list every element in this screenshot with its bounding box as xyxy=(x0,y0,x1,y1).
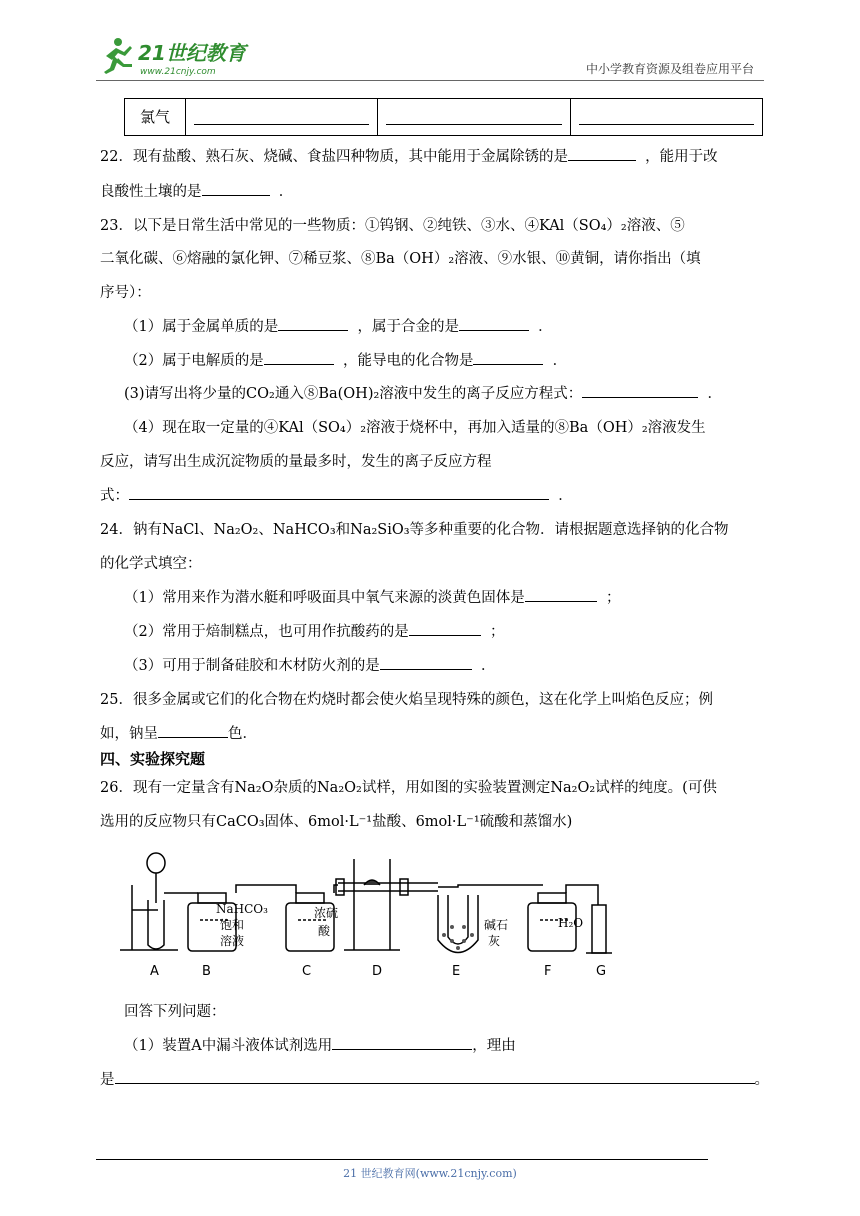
sample-d xyxy=(364,880,380,885)
q23-sub3-text2: ． xyxy=(707,386,723,402)
q26-sub1-line2 xyxy=(100,1068,769,1089)
e-text1: 碱石 xyxy=(484,918,509,932)
q26-sub1-text3: 是 xyxy=(100,1072,115,1088)
q22-text2: ，能用于改 xyxy=(645,149,718,165)
q22-blank1[interactable] xyxy=(568,146,636,161)
q26-sub1-text1: （1）装置A中漏斗液体试剂选用 xyxy=(124,1038,333,1054)
q22-line1 xyxy=(100,145,762,166)
q23-sub1-text1: （1）属于金属单质的是 xyxy=(124,319,279,335)
q23-sub3-text1: (3)请写出将少量的CO₂通入⑧Ba(OH)₂溶液中发生的离子反应方程式： xyxy=(124,386,583,402)
q23-sub4-end: ． xyxy=(558,488,573,504)
q23-sub4: （4）现在取一定量的④KAl（SO₄）₂溶液于烧杯中，再加入适量的⑧Ba（OH）₂溶液发生 xyxy=(124,420,706,436)
q24-sub3 xyxy=(124,654,786,675)
q26-line2: 选用的反应物只有CaCO₃固体、6mol·L⁻¹盐酸、6mol·L⁻¹硫酸和蒸馏水) xyxy=(100,814,573,830)
e-text2: 灰 xyxy=(488,934,501,948)
q22-text1: 22．现有盐酸、熟石灰、烧碱、食盐四种物质，其中能用于金属除锈的是 xyxy=(100,149,568,165)
b-text1: NaHCO₃ xyxy=(216,902,268,916)
q25-line2 xyxy=(100,722,762,743)
q23-sub1-text3: ． xyxy=(538,319,553,335)
q24-sub1-end: ； xyxy=(605,590,621,606)
label-g: G xyxy=(596,964,607,979)
q23-sub1 xyxy=(124,315,786,336)
b-text3: 溶液 xyxy=(220,934,245,948)
q23-blank5[interactable] xyxy=(582,383,698,398)
tube-b-c xyxy=(236,885,296,893)
q24-blank2[interactable] xyxy=(409,621,481,636)
logo-title: 21世纪教育 xyxy=(138,41,246,65)
answer-cell-3[interactable] xyxy=(570,99,762,135)
label-e: E xyxy=(452,964,461,979)
header-divider xyxy=(96,80,764,81)
q23-sub2 xyxy=(124,349,786,370)
c-text2: 酸 xyxy=(318,924,331,938)
q24-line2: 的化学式填空： xyxy=(100,556,202,572)
label-f: F xyxy=(544,964,552,979)
q23-line1: 23．以下是日常生活中常见的一些物质：①钨钢、②纯铁、③水、④KAl（SO₄）₂溶液、⑤ xyxy=(100,218,685,234)
tube-d-e xyxy=(438,885,478,887)
footer-text[interactable]: 21 世纪教育网(www.21cnjy.com) xyxy=(343,1167,517,1180)
q25-line1: 25．很多金属或它们的化合物在灼烧时都会使火焰呈现特殊的颜色，这在化学上叫焰色反应；例 xyxy=(100,692,713,708)
label-a: A xyxy=(150,964,159,979)
logo-url: www.21cnjy.com xyxy=(140,67,216,77)
q23-blank6[interactable] xyxy=(129,485,549,500)
b-text2: 饱和 xyxy=(220,918,245,932)
section-title: 四、实验探究题 xyxy=(100,750,206,768)
q24-sub3-end: ． xyxy=(480,658,496,674)
graduated-cylinder xyxy=(592,905,606,953)
q23-sub4-line2: 反应，请写出生成沉淀物质的量最多时，发生的离子反应方程 xyxy=(100,454,492,470)
q22-blank2[interactable] xyxy=(202,181,270,196)
q22-text4: ． xyxy=(278,184,294,200)
q23-blank1[interactable] xyxy=(278,316,348,331)
q26-sub1 xyxy=(124,1034,786,1055)
q24-blank3[interactable] xyxy=(380,655,472,670)
q26-line1: 26．现有一定量含有Na₂O杂质的Na₂O₂试样，用如图的实验装置测定Na₂O₂试样的纯度。(可供 xyxy=(100,780,717,796)
q23-blank2[interactable] xyxy=(459,316,529,331)
q23-sub1-text2: ，属于合金的是 xyxy=(357,319,459,335)
q23-sub2-text2: ，能导电的化合物是 xyxy=(342,353,474,369)
experiment-apparatus xyxy=(118,845,618,985)
separatory-funnel xyxy=(147,853,165,873)
footer-divider xyxy=(96,1159,708,1160)
platform-label: 中小学教育资源及组卷应用平台 xyxy=(585,62,754,76)
q24-blank1[interactable] xyxy=(525,587,597,602)
test-tube xyxy=(148,900,164,949)
q26-blank1[interactable] xyxy=(332,1035,472,1050)
q23-sub4-line3 xyxy=(100,484,762,505)
q23-line3: 序号）： xyxy=(100,285,151,301)
q24-sub1 xyxy=(124,586,786,607)
q23-sub2-text3: ． xyxy=(552,353,568,369)
f-text: H₂O xyxy=(558,916,584,930)
q24-sub1-text: （1）常用来作为潜水艇和呼吸面具中氧气来源的淡黄色固体是 xyxy=(124,590,525,606)
gas-name-cell: 氯气 xyxy=(139,108,170,126)
q22-text3: 良酸性土壤的是 xyxy=(100,184,202,200)
q26-blank2[interactable] xyxy=(115,1069,755,1084)
label-b: B xyxy=(202,964,211,979)
q23-blank3[interactable] xyxy=(264,350,334,365)
q24-sub2-text: （2）常用于焙制糕点，也可用作抗酸药的是 xyxy=(124,624,409,640)
q24-sub2-end: ； xyxy=(489,624,505,640)
q24-line1: 24．钠有NaCl、Na₂O₂、NaHCO₃和Na₂SiO₃等多种重要的化合物．请根据题意选择钠的化合物 xyxy=(100,522,729,538)
answer-cell-1[interactable] xyxy=(185,99,377,135)
q23-blank4[interactable] xyxy=(473,350,543,365)
label-d: D xyxy=(372,964,383,979)
q23-sub2-text1: （2）属于电解质的是 xyxy=(124,353,264,369)
q26-sub1-text2: ，理由 xyxy=(472,1038,516,1054)
q25-blank[interactable] xyxy=(158,723,228,738)
c-text1: 浓硫 xyxy=(314,906,339,920)
q23-sub4-text: 式： xyxy=(100,488,129,504)
q22-line2 xyxy=(100,180,762,201)
q23-sub3 xyxy=(124,382,786,403)
q24-sub2 xyxy=(124,620,786,641)
gas-table-row xyxy=(124,98,763,136)
q23-line2: 二氧化碳、⑥熔融的氯化钾、⑦稀豆浆、⑧Ba（OH）₂溶液、⑨水银、⑩黄铜，请你指出（填 xyxy=(100,251,701,267)
q26-sub1-end: 。 xyxy=(754,1072,769,1088)
q25-text2: 色． xyxy=(228,726,257,742)
answer-cell-2[interactable] xyxy=(377,99,569,135)
q24-sub3-text: （3）可用于制备硅胶和木材防火剂的是 xyxy=(124,658,380,674)
q25-text1: 如，钠呈 xyxy=(100,726,158,742)
tube-f-g xyxy=(566,885,598,905)
logo-21cnjy xyxy=(96,34,266,78)
q26-answer-intro: 回答下列问题： xyxy=(124,1004,226,1020)
page-header xyxy=(96,30,764,80)
label-c: C xyxy=(302,964,312,979)
